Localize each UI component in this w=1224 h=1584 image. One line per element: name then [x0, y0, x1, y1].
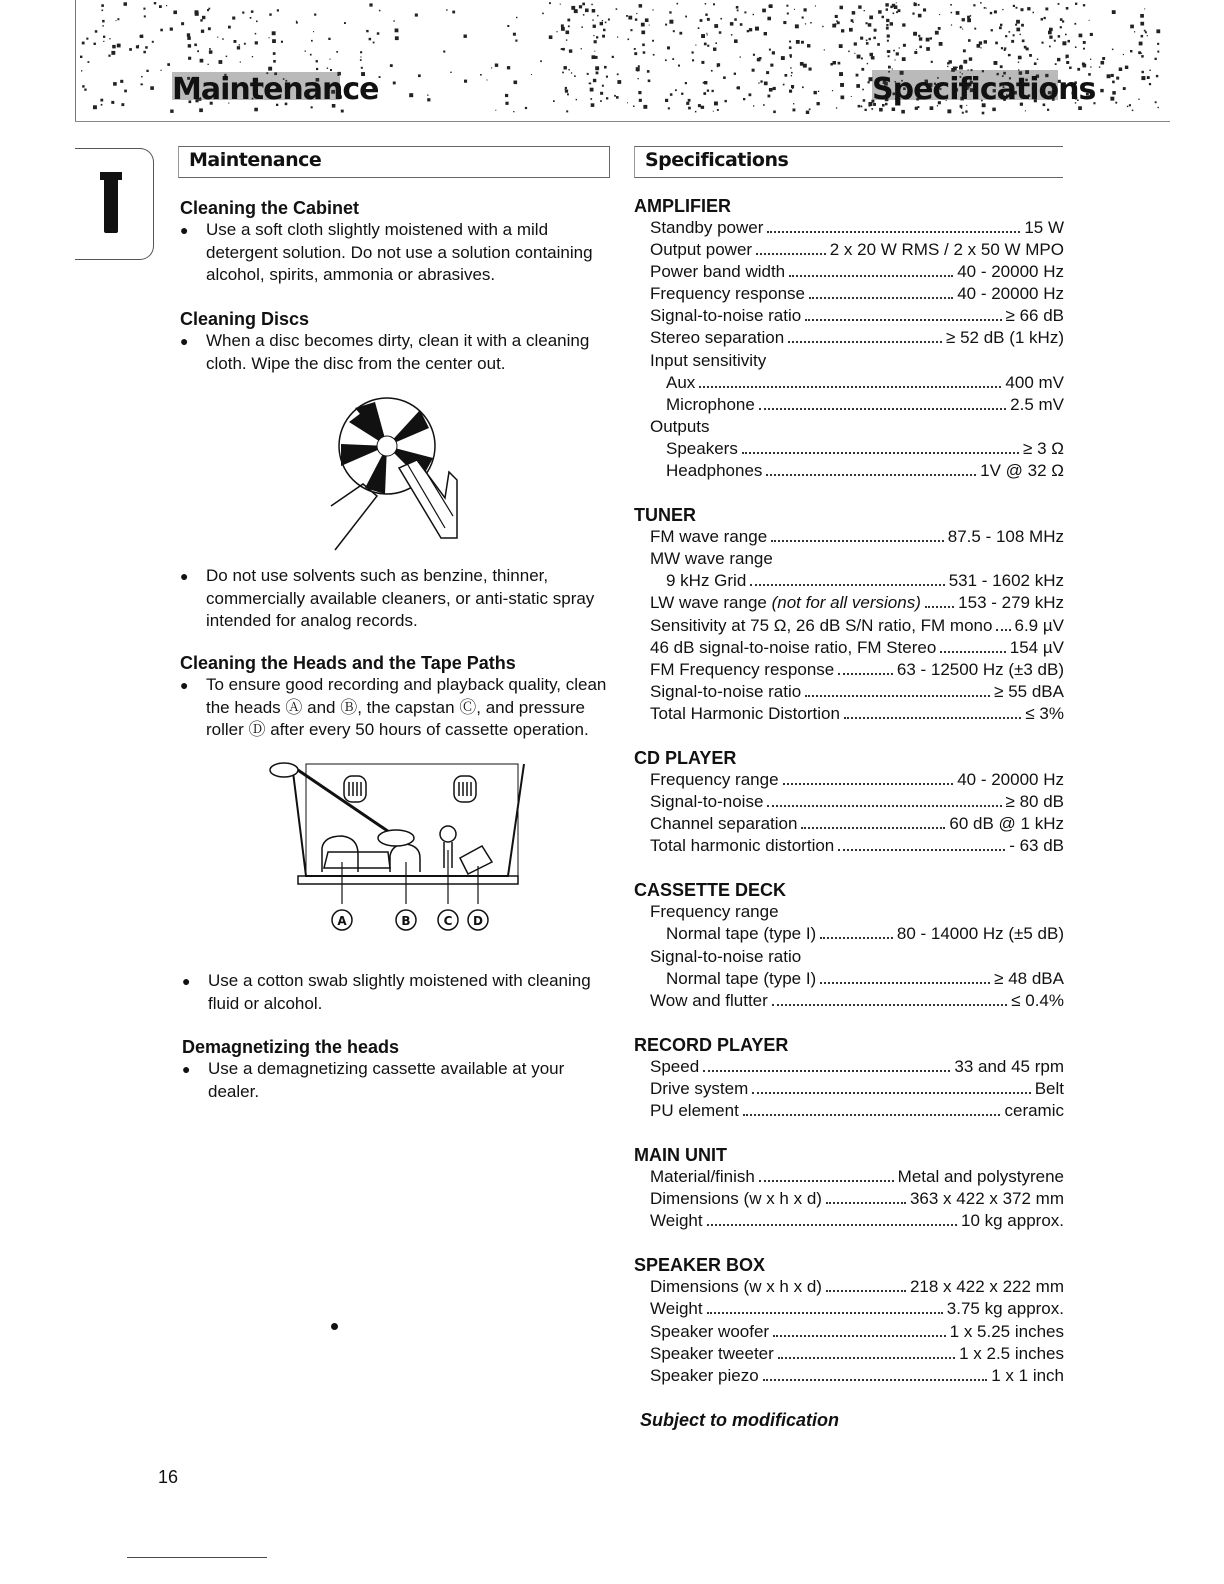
spec-row: [634, 1078, 1064, 1100]
spec-value: 40 - 20000 Hz: [957, 769, 1064, 789]
spec-value: ≤ 3%: [1025, 703, 1064, 723]
spec-row: [634, 835, 1064, 857]
spec-label: Speaker tweeter: [650, 1343, 774, 1363]
spec-row: [634, 239, 1064, 261]
list-item: ● When a disc becomes dirty, clean it with a cleaning cloth. Wipe the disc from the center out.: [180, 330, 610, 375]
dot-leader: [809, 297, 953, 299]
spec-row: [634, 1321, 1064, 1343]
spec-label: 9 kHz Grid: [666, 571, 747, 591]
cleaning-heads-block: [180, 653, 610, 742]
spec-label: Signal-to-noise: [650, 792, 764, 812]
spec-note: (not for all versions): [771, 593, 921, 613]
specifications-section-header: [634, 146, 1063, 178]
dot-leader: [742, 452, 1019, 454]
figure-label-d: D: [473, 914, 483, 928]
list-item: ● Use a demagnetizing cassette available at your dealer.: [182, 1058, 612, 1103]
spec-label: 46 dB signal-to-noise ratio, FM Stereo: [650, 637, 937, 657]
spec-row: [634, 968, 1064, 990]
page-number: 16: [158, 1467, 179, 1487]
spec-value: 60 dB @ 1 kHz: [949, 814, 1064, 834]
spec-row: [634, 1210, 1064, 1232]
cleaning-discs-heading: Cleaning Discs: [180, 309, 310, 329]
dot-leader: [783, 783, 954, 785]
spec-row: [634, 438, 1064, 460]
dot-leader: [750, 584, 944, 586]
spec-row: [634, 460, 1064, 482]
spec-value: 33 and 45 rpm: [954, 1056, 1064, 1076]
spec-value: Belt: [1034, 1078, 1064, 1098]
dot-leader: [805, 319, 1001, 321]
spec-label: Speaker piezo: [650, 1365, 759, 1385]
spec-group-heading: TUNER: [634, 505, 696, 526]
spec-group-heading: AMPLIFIER: [634, 196, 731, 216]
spec-label: Signal-to-noise ratio: [650, 306, 802, 326]
spec-value: ≥ 66 dB: [1005, 306, 1064, 326]
spec-label: Frequency response: [650, 284, 805, 304]
spec-row: [634, 350, 1064, 372]
figure-label-c: C: [443, 914, 453, 928]
spec-label: Speed: [650, 1056, 700, 1076]
spec-value: 1 x 2.5 inches: [959, 1343, 1064, 1363]
dot-leader: [752, 1092, 1030, 1094]
spec-row: [634, 681, 1064, 703]
spec-row: [634, 1166, 1064, 1188]
spec-value: 363 x 422 x 372 mm: [909, 1189, 1064, 1209]
spec-label: Drive system: [650, 1078, 749, 1098]
spec-value: 63 - 12500 Hz (±3 dB): [896, 659, 1064, 679]
stray-dot: [331, 1323, 338, 1330]
spec-label: Total harmonic distortion: [650, 836, 835, 856]
cleaning-heads-heading: Cleaning the Heads and the Tape Paths: [180, 653, 516, 673]
header-bottom-rule: [75, 121, 1170, 122]
spec-label: Frequency range: [650, 902, 779, 922]
dot-leader: [805, 695, 990, 697]
spec-label: PU element: [650, 1101, 739, 1120]
spec-group-heading: CASSETTE DECK: [634, 880, 787, 901]
spec-value: ≥ 80 dB: [1005, 792, 1064, 812]
dot-leader: [844, 717, 1021, 719]
spec-label: Weight: [650, 1211, 703, 1231]
dot-leader: [707, 1224, 957, 1226]
dot-leader: [773, 1335, 946, 1337]
cleaning-discs-block: [180, 309, 610, 375]
spec-row: [634, 901, 1064, 923]
dot-leader: [707, 1312, 943, 1314]
maintenance-title: Maintenance: [189, 149, 322, 171]
dot-leader: [766, 474, 976, 476]
spec-value: ≥ 52 dB (1 kHz): [946, 328, 1064, 348]
dot-leader: [767, 231, 1020, 233]
spec-group-heading: RECORD PLAYER: [634, 1034, 789, 1055]
spec-group: [634, 504, 1064, 725]
spec-label: Wow and flutter: [650, 990, 768, 1010]
dot-leader: [838, 673, 893, 675]
spec-label: Input sensitivity: [650, 350, 767, 370]
spec-row: [634, 813, 1064, 835]
dot-leader: [820, 937, 893, 939]
spec-row: [634, 1056, 1064, 1078]
spec-value: 400 mV: [1005, 372, 1064, 392]
spec-group: [634, 1144, 1064, 1232]
spec-row: [634, 791, 1064, 813]
spec-label: Microphone: [666, 394, 755, 414]
spec-row: [634, 1298, 1064, 1320]
spec-label: Frequency range: [650, 769, 779, 789]
dot-leader: [788, 341, 942, 343]
dot-leader: [925, 606, 954, 608]
dot-leader: [699, 386, 1001, 388]
spec-label: FM wave range: [650, 527, 768, 547]
demagnetizing-block: [182, 1037, 612, 1103]
dot-leader: [996, 629, 1010, 631]
demagnetizing-heading: Demagnetizing the heads: [182, 1037, 400, 1057]
spec-row: [634, 416, 1064, 438]
spec-value: 531 - 1602 kHz: [948, 571, 1064, 591]
cleaning-cabinet-heading: Cleaning the Cabinet: [180, 198, 360, 218]
spec-row: [634, 769, 1064, 791]
spec-row: [634, 1188, 1064, 1210]
spec-label: Speaker woofer: [650, 1321, 770, 1341]
spec-label: Signal-to-noise ratio: [650, 946, 802, 966]
spec-row: [634, 637, 1064, 659]
spec-row: [634, 394, 1064, 416]
spec-value: Metal and polystyrene: [897, 1167, 1064, 1187]
spec-label: Sensitivity at 75 Ω, 26 dB S/N ratio, FM mono: [650, 615, 993, 635]
dot-leader: [772, 1004, 1007, 1006]
spec-group: [634, 195, 1064, 482]
spec-row: [634, 1365, 1064, 1387]
spec-value: ≥ 55 dBA: [994, 681, 1064, 701]
spec-label: MW wave range: [650, 549, 773, 569]
spec-value: 87.5 - 108 MHz: [947, 527, 1064, 547]
spec-label: Stereo separation: [650, 328, 785, 348]
bullet-icon: ●: [180, 333, 189, 349]
spec-value: 40 - 20000 Hz: [957, 262, 1064, 282]
spec-row: [634, 526, 1064, 548]
spec-value: ≥ 3 Ω: [1023, 438, 1064, 458]
bullet-icon: ●: [182, 973, 191, 989]
spec-label: Standby power: [650, 218, 764, 237]
dot-leader: [940, 651, 1005, 653]
spec-value: 6.9 µV: [1014, 615, 1064, 635]
spec-label: Channel separation: [650, 814, 798, 834]
dot-leader: [826, 1290, 906, 1292]
spec-group: [634, 879, 1064, 1011]
figure-label-a: A: [337, 914, 347, 928]
dot-leader: [801, 827, 945, 829]
dot-leader: [743, 1114, 1001, 1116]
spec-label: FM Frequency response: [650, 659, 835, 679]
header-left-title: Maintenance: [172, 72, 379, 107]
spec-row: [634, 548, 1064, 570]
spec-row: [634, 570, 1064, 592]
list-item: ● Use a soft cloth slightly moistened with a mild detergent solution. Do not use a solution containing alcohol, spirits, ammonia or abrasives.: [180, 219, 610, 287]
dot-leader: [838, 849, 1005, 851]
spec-value: - 63 dB: [1009, 836, 1064, 856]
spec-value: 1 x 1 inch: [991, 1365, 1064, 1385]
specifications-title: Specifications: [645, 149, 789, 171]
spec-row: [634, 327, 1064, 349]
list-item: ● Do not use solvents such as benzine, thinner, commercially available cleaners, or anti-static spray intended for analog records.: [180, 565, 610, 633]
spec-value: 10 kg approx.: [960, 1211, 1064, 1231]
spec-row: [634, 615, 1064, 637]
spec-row: [634, 990, 1064, 1012]
tab-marker-bar: [104, 175, 118, 233]
dot-leader: [778, 1357, 955, 1359]
bottom-rule: [127, 1557, 267, 1558]
cleaning-cabinet-block: [180, 198, 610, 287]
spec-value: 2.5 mV: [1010, 394, 1064, 414]
spec-label: LW wave range (not for all versions): [650, 593, 921, 613]
spec-value: 15 W: [1024, 218, 1064, 237]
spec-row: [634, 946, 1064, 968]
dot-leader: [756, 253, 826, 255]
spec-value: ceramic: [1004, 1101, 1064, 1120]
spec-value: 80 - 14000 Hz (±5 dB): [896, 924, 1064, 944]
bullet-icon: ●: [182, 1061, 191, 1077]
spec-value: 218 x 422 x 222 mm: [909, 1277, 1064, 1297]
spec-value: 40 - 20000 Hz: [957, 284, 1064, 304]
spec-row: [634, 305, 1064, 327]
spec-row: [634, 1276, 1064, 1298]
spec-row: [634, 703, 1064, 725]
dot-leader: [759, 408, 1006, 410]
subject-to-modification-note: Subject to modification: [640, 1410, 840, 1430]
bullet-icon: ●: [180, 568, 189, 584]
spec-group-heading: CD PLAYER: [634, 747, 737, 768]
bullet-icon: ●: [180, 677, 189, 693]
spec-row: [634, 372, 1064, 394]
spec-row: [634, 283, 1064, 305]
spec-label: Normal tape (type I): [666, 968, 817, 988]
spec-label: Total Harmonic Distortion: [650, 703, 840, 723]
bullet-icon: ●: [180, 222, 189, 238]
spec-value: 154 µV: [1009, 637, 1064, 657]
spec-label: Signal-to-noise ratio: [650, 681, 802, 701]
spec-label: Material/finish: [650, 1167, 755, 1187]
figure-label-b: B: [401, 914, 411, 928]
dot-leader: [703, 1070, 950, 1072]
cassette-heads-illustration: [268, 758, 538, 938]
spec-group: [634, 747, 1064, 857]
spec-value: 3.75 kg approx.: [946, 1299, 1064, 1319]
list-item: ● Use a cotton swab slightly moistened with cleaning fluid or alcohol.: [182, 970, 612, 1015]
spec-group: [634, 1034, 1064, 1122]
spec-row: [634, 261, 1064, 283]
dot-leader: [759, 1180, 894, 1182]
spec-label: Dimensions (w x h x d): [650, 1277, 822, 1297]
dot-leader: [820, 982, 990, 984]
spec-row: [634, 217, 1064, 239]
spec-group: [634, 1254, 1064, 1386]
dot-leader: [826, 1202, 906, 1204]
header-right-title: Specifications: [872, 72, 1096, 107]
spec-label: Aux: [666, 372, 696, 392]
spec-group-heading: MAIN UNIT: [634, 1145, 727, 1166]
spec-label: Outputs: [650, 416, 710, 436]
spec-row: [634, 592, 1064, 614]
spec-value: 2 x 20 W RMS / 2 x 50 W MPO: [829, 240, 1064, 260]
spec-label: Output power: [650, 240, 753, 260]
spec-row: [634, 1343, 1064, 1365]
spec-label: Weight: [650, 1299, 703, 1319]
spec-group-heading: SPEAKER BOX: [634, 1255, 766, 1276]
dot-leader: [767, 805, 1001, 807]
spec-label: Headphones: [666, 461, 763, 481]
spec-value: ≤ 0.4%: [1011, 990, 1064, 1010]
maintenance-section-header: [178, 146, 610, 178]
spec-value: 1V @ 32 Ω: [980, 461, 1064, 481]
spec-value: 153 - 279 kHz: [958, 593, 1064, 613]
dot-leader: [771, 540, 944, 542]
dot-leader: [789, 275, 953, 277]
spec-label: Normal tape (type I): [666, 924, 817, 944]
spec-label: Power band width: [650, 262, 786, 282]
spec-row: [634, 923, 1064, 945]
spec-row: [634, 1100, 1064, 1122]
spec-value: 1 x 5.25 inches: [949, 1321, 1064, 1341]
spec-label: Dimensions (w x h x d): [650, 1189, 822, 1209]
list-item: ● To ensure good recording and playback quality, clean the heads Ⓐ and Ⓑ, the capstan Ⓒ, and pressure roller Ⓓ after every 50 hours of cassette operation.: [180, 674, 610, 742]
specifications-list: [634, 195, 1064, 1409]
header-left-rule: [75, 0, 76, 122]
spec-row: [634, 659, 1064, 681]
spec-value: ≥ 48 dBA: [994, 968, 1064, 988]
spec-label: Speakers: [666, 438, 738, 458]
dot-leader: [763, 1379, 988, 1381]
disc-cleaning-illustration: [325, 388, 465, 556]
